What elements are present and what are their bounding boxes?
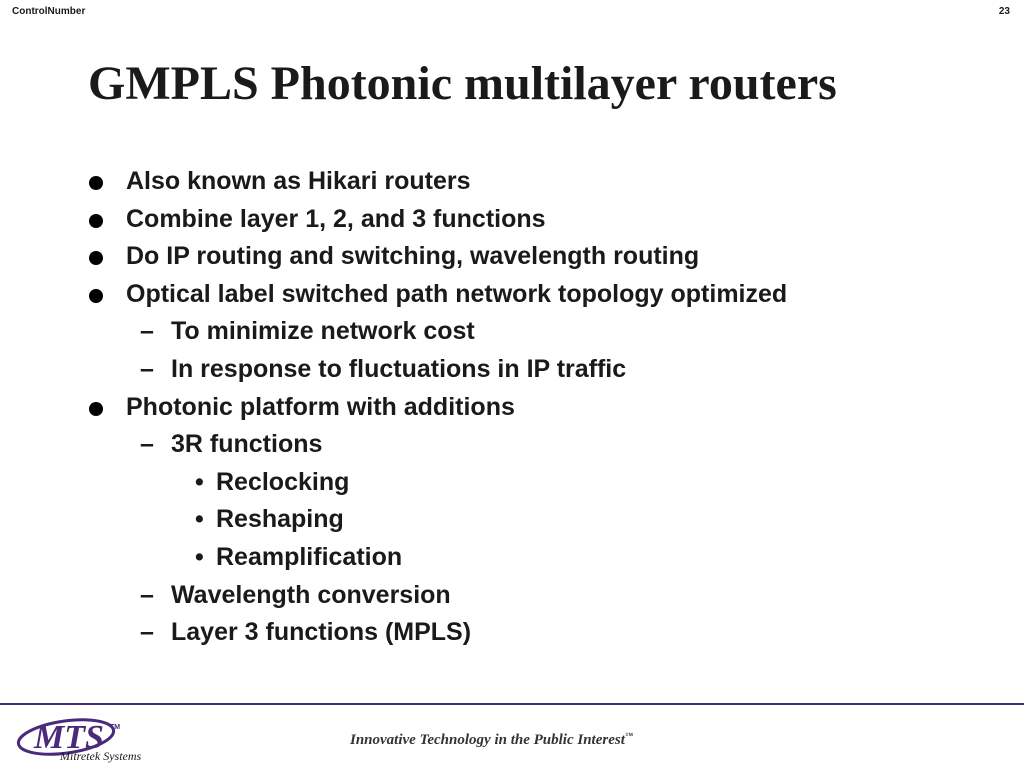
bullet-text: Reshaping — [216, 505, 344, 534]
sub-sub-bullet-item — [0, 501, 1024, 539]
footer-tagline — [350, 731, 633, 749]
bullet-item — [0, 201, 1024, 239]
bullet-item — [0, 238, 1024, 276]
sub-sub-bullet-item — [0, 464, 1024, 502]
bullet-text: Reamplification — [216, 542, 403, 571]
sub-bullet-item — [0, 614, 1024, 652]
bullet-text: Do IP routing and switching, wavelength routing — [126, 242, 700, 271]
bullet-text: In response to fluctuations in IP traffic — [171, 354, 627, 383]
bullet-text: To minimize network cost — [171, 317, 475, 346]
logo-tm: TM — [110, 724, 121, 731]
bullet-item — [0, 163, 1024, 201]
small-bullet-marker: • — [195, 467, 204, 496]
dash-marker: – — [140, 430, 154, 459]
sub-bullet-item — [0, 426, 1024, 464]
small-bullet-marker: • — [195, 505, 204, 534]
header-control-number: ControlNumber — [12, 6, 86, 17]
sub-bullet-item — [0, 313, 1024, 351]
tagline-text: Innovative Technology in the Public Interest — [350, 732, 625, 748]
tagline-tm: ™ — [624, 731, 633, 740]
small-bullet-marker: • — [195, 542, 204, 571]
logo-subtitle: Mitretek Systems — [60, 749, 142, 763]
sub-bullet-item — [0, 577, 1024, 615]
bullet-item — [0, 389, 1024, 427]
bullet-text: Photonic platform with additions — [126, 392, 515, 421]
mitretek-logo — [14, 712, 164, 764]
bullet-dot-icon — [89, 176, 103, 190]
sub-sub-bullet-item — [0, 539, 1024, 577]
sub-bullet-item — [0, 351, 1024, 389]
logo-text: MTS — [34, 719, 104, 756]
bullet-dot-icon — [89, 402, 103, 416]
bullet-dot-icon — [89, 251, 103, 265]
dash-marker: – — [140, 580, 154, 609]
slide-title: GMPLS Photonic multilayer routers — [88, 57, 837, 110]
bullet-text: Also known as Hikari routers — [126, 167, 471, 195]
bullet-text: Layer 3 functions (MPLS) — [171, 618, 472, 647]
bullet-text: Reclocking — [216, 467, 350, 496]
dash-marker: – — [140, 354, 154, 383]
bullet-item — [0, 276, 1024, 314]
bullet-text: Optical label switched path network topology optimized — [126, 279, 788, 308]
dash-marker: – — [140, 618, 154, 647]
bullet-list — [0, 163, 1024, 652]
bullet-text: Combine layer 1, 2, and 3 functions — [126, 204, 546, 233]
bullet-dot-icon — [89, 214, 103, 228]
dash-marker: – — [140, 317, 154, 346]
page-number: 23 — [998, 6, 1010, 17]
bullet-text: 3R functions — [171, 430, 323, 459]
bullet-text: Wavelength conversion — [171, 580, 451, 609]
footer-divider — [0, 703, 1024, 705]
bullet-dot-icon — [89, 289, 103, 303]
